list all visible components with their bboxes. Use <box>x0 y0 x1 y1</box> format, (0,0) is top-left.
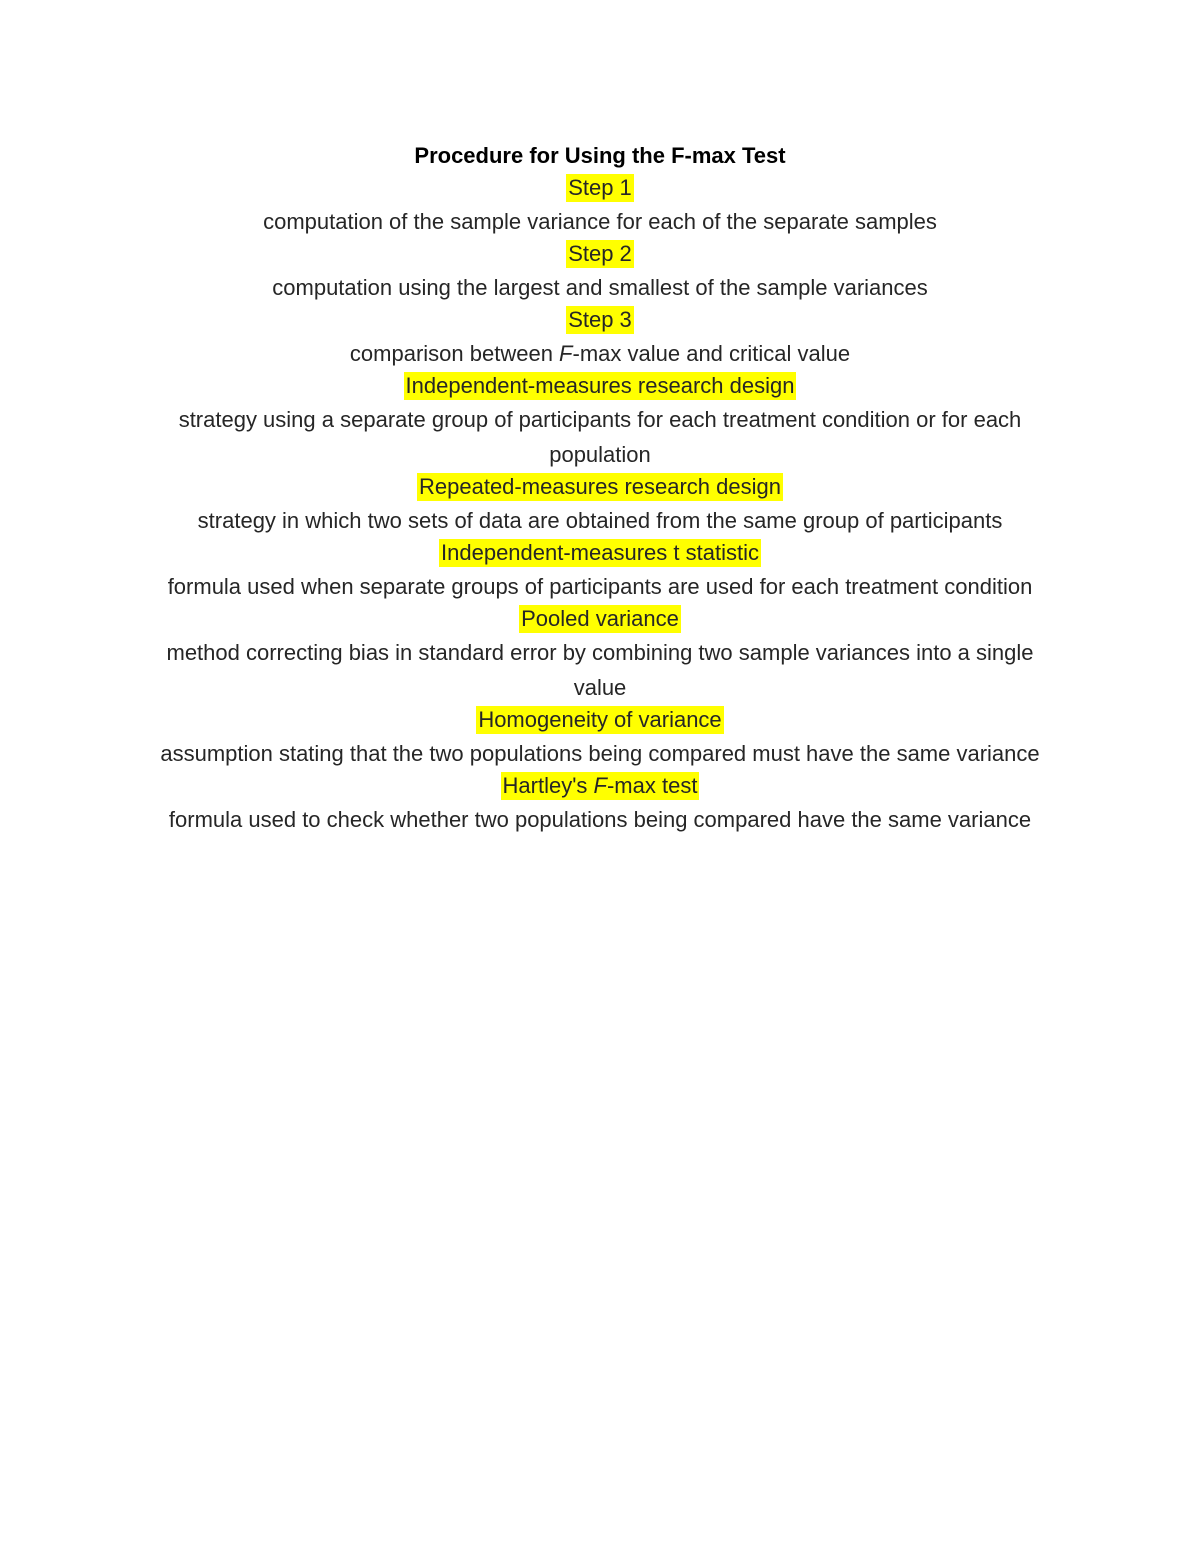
term-independent-measures-design <box>140 372 1060 400</box>
term-highlight: Repeated-measures research design <box>419 474 781 499</box>
term-highlight: Pooled variance <box>521 606 679 631</box>
term-highlight: Independent-measures t statistic <box>441 540 759 565</box>
document-content <box>140 139 1060 837</box>
term-pooled-variance <box>140 605 1060 633</box>
definition-hartleys-fmax-test: formula used to check whether two populations being compared have the same variance <box>168 807 1032 832</box>
definition-text: comparison between <box>349 341 560 366</box>
term-homogeneity-of-variance <box>140 706 1060 734</box>
definition-pooled-variance: method correcting bias in standard error by combining two sample variances into a single value <box>166 640 1034 700</box>
term-highlight: Homogeneity of variance <box>478 707 722 732</box>
term-highlight: Step 1 <box>568 175 632 200</box>
definition-independent-measures-design: strategy using a separate group of participants for each treatment condition or for each population <box>178 407 1022 467</box>
definition-independent-measures-t: formula used when separate groups of participants are used for each treatment condition <box>167 574 1033 599</box>
definition-step-3 <box>140 336 1060 371</box>
term-step-2 <box>140 240 1060 268</box>
definition-repeated-measures-design: strategy in which two sets of data are obtained from the same group of participants <box>197 508 1003 533</box>
term-text: -max test <box>606 773 698 798</box>
term-independent-measures-t <box>140 539 1060 567</box>
definition-step-2: computation using the largest and smallest of the sample variances <box>272 275 928 300</box>
definition-text: -max value and critical value <box>572 341 851 366</box>
term-highlight: Independent-measures research design <box>405 373 795 398</box>
term-italic-text: F <box>593 773 607 798</box>
term-highlight: Step 3 <box>568 307 632 332</box>
term-highlight: Step 2 <box>568 241 632 266</box>
term-highlight <box>501 772 700 800</box>
term-step-3 <box>140 306 1060 334</box>
term-repeated-measures-design <box>140 473 1060 501</box>
term-step-1 <box>140 174 1060 202</box>
term-text: Hartley's <box>502 773 594 798</box>
definition-italic-text: F <box>559 341 573 366</box>
term-hartleys-fmax-test <box>140 772 1060 800</box>
definition-step-1: computation of the sample variance for each of the separate samples <box>263 209 937 234</box>
definition-homogeneity-of-variance: assumption stating that the two populations being compared must have the same variance <box>160 741 1040 766</box>
document-title: Procedure for Using the F-max Test <box>414 143 786 168</box>
